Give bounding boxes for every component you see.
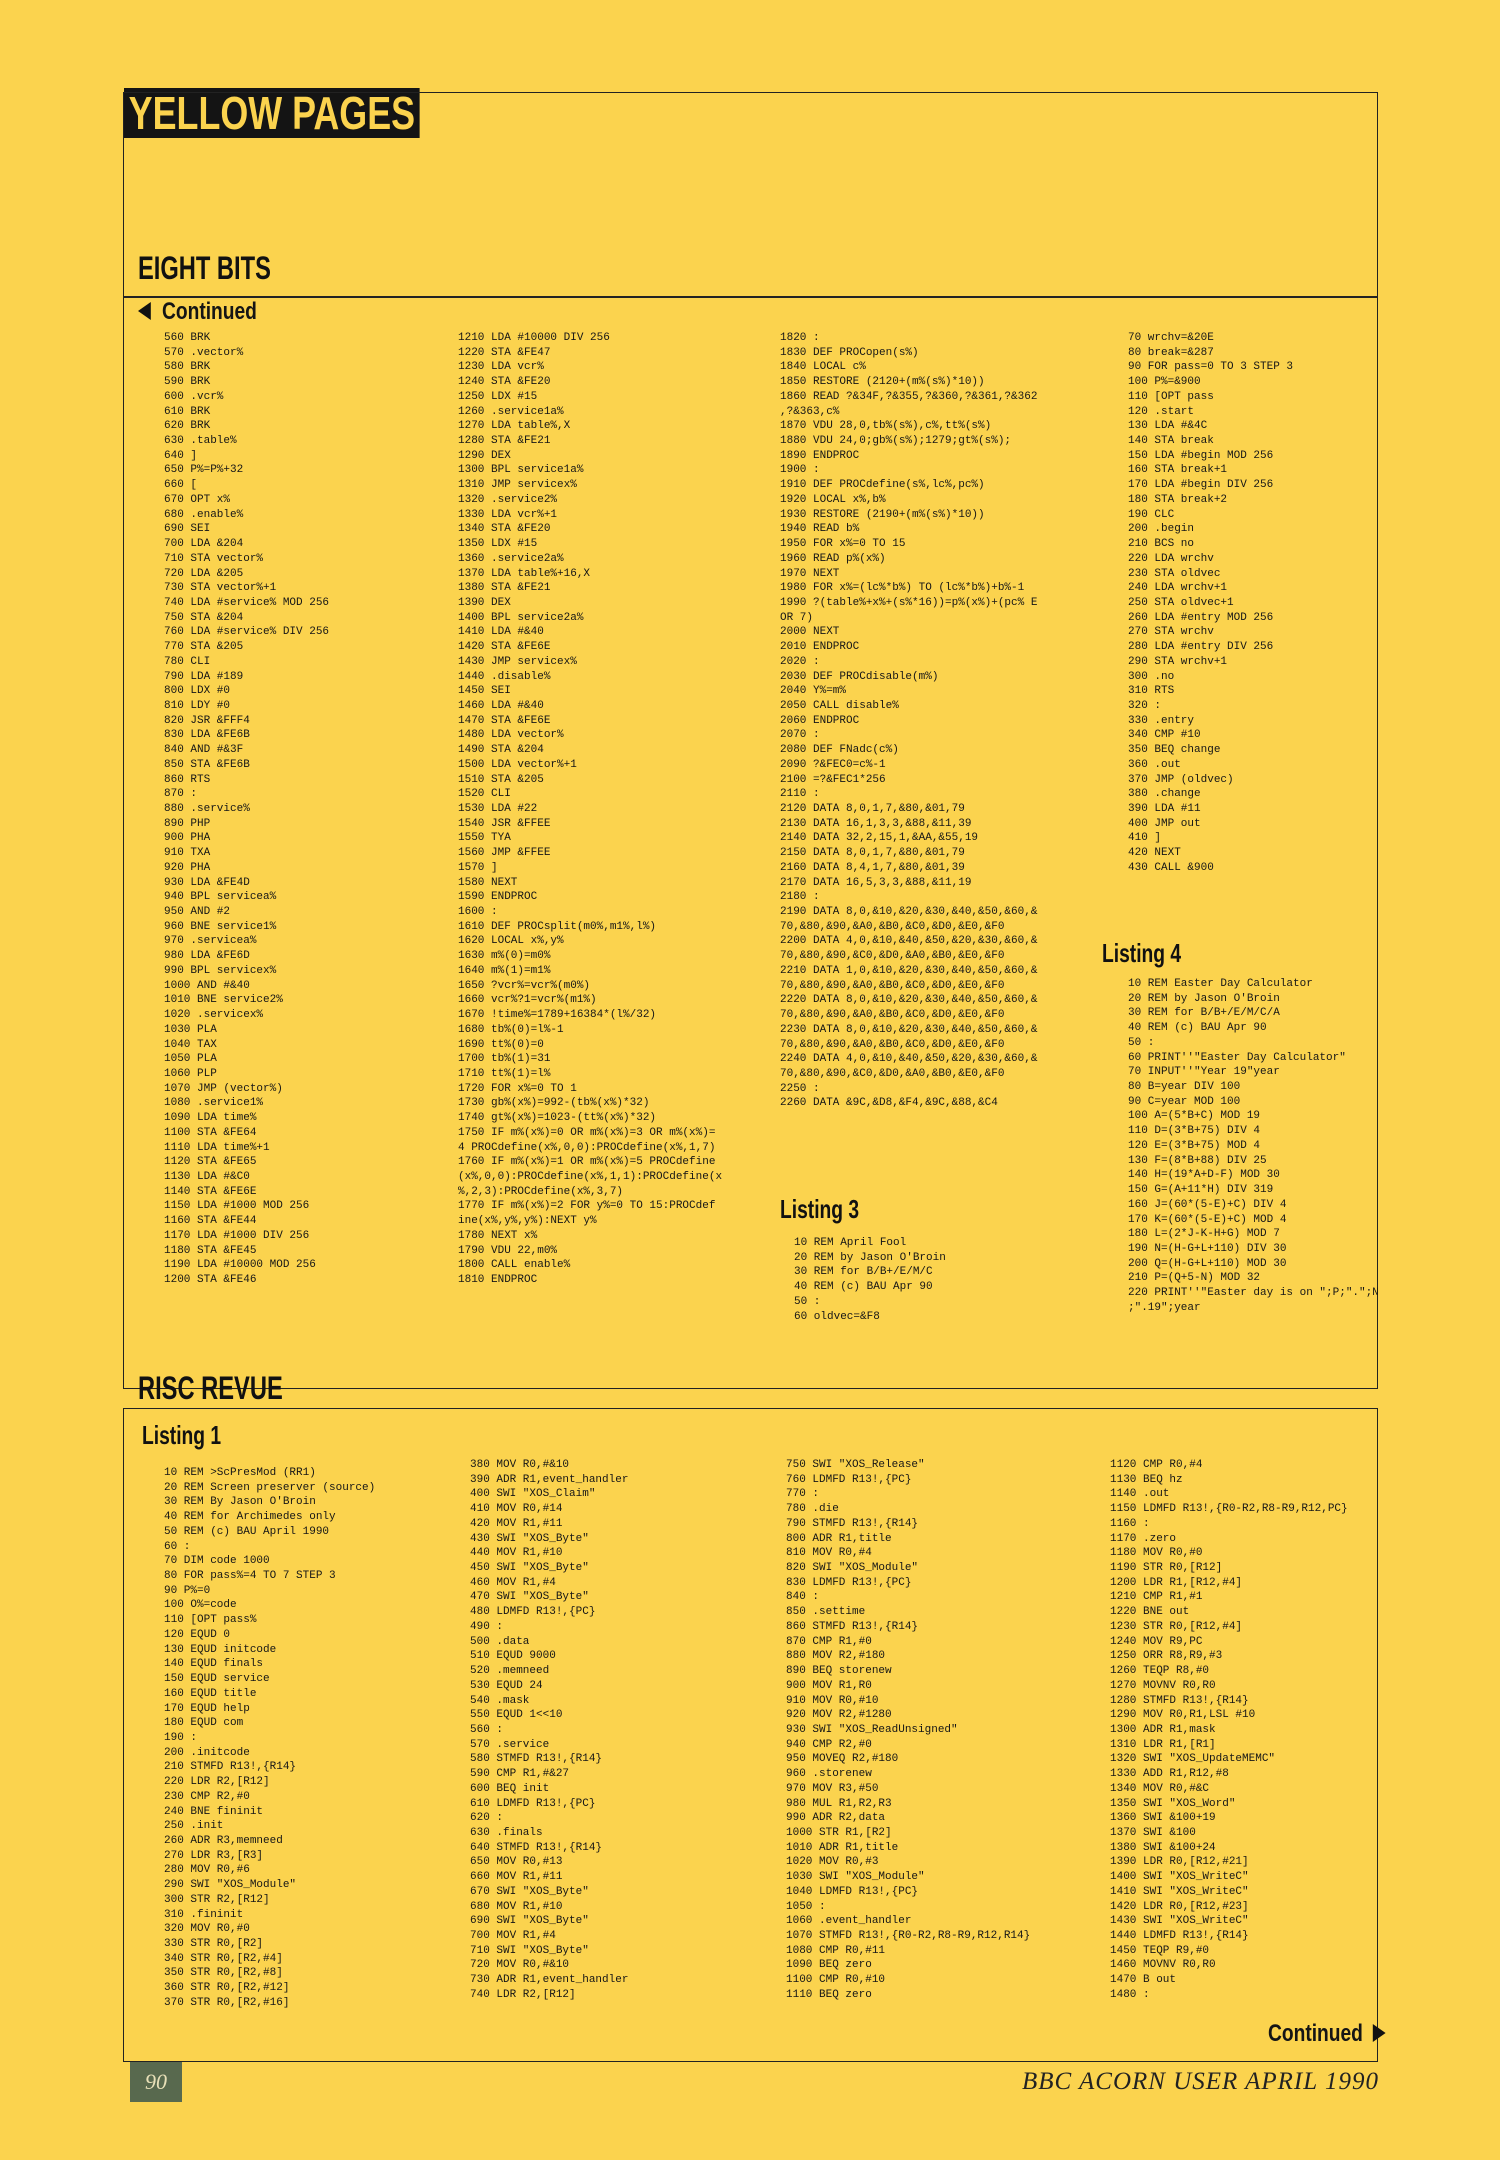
risc-code-column-1: 10 REM >ScPresMod (RR1) 20 REM Screen preserver (source) 30 REM By Jason O'Broin 40 REM for Archimedes only 50 REM (c) BAU April 1990 60 : 70 DIM code 1000 80 FOR pass%=4 TO 7 STEP 3 90 P%=0 100 O%=code 110 [OPT pass% 120 EQUD 0 130 EQUD initcode 140 EQUD finals 150 EQUD service 160 EQUD title 170 EQUD help 180 EQUD com 190 : 200 .initcode 210 STMFD R13!,{R14} 220 LDR R2,[R12] 230 CMP R2,#0 240 BNE fininit 250 .init 260 ADR R3,memneed 270 LDR R3,[R3] 280 MOV R0,#6 290 SWI "XOS_Module" 300 STR R2,[R12] 310 .fininit 320 MOV R0,#0 330 STR R0,[R2] 340 STR R0,[R2,#4] 350 STR R0,[R2,#8] 360 STR R0,[R2,#12] 370 STR R0,[R2,#16] [164, 1467, 376, 2009]
listing-3-code: 10 REM April Fool 20 REM by Jason O'Broin 30 REM for B/B+/E/M/C 40 REM (c) BAU Apr 90 50 : 60 oldvec=&F8 [794, 1237, 946, 1323]
arrow-right-icon [1373, 2024, 1386, 2042]
eight-bits-title: EIGHT BITS [138, 250, 271, 286]
continued-next [1268, 2020, 1385, 2048]
continued-from-previous [138, 298, 257, 326]
risc-code-column-3: 750 SWI "XOS_Release" 760 LDMFD R13!,{PC} 770 : 780 .die 790 STMFD R13!,{R14} 800 ADR R1,title 810 MOV R0,#4 820 SWI "XOS_Module" 830 LDMFD R13!,{PC} 840 : 850 .settime 860 STMFD R13!,{R14} 870 CMP R1,#0 880 MOV R2,#180 890 BEQ storenew 900 MOV R1,R0 910 MOV R0,#10 920 MOV R2,#1280 930 SWI "XOS_ReadUnsigned" 940 CMP R2,#0 950 MOVEQ R2,#180 960 .storenew 970 MOV R3,#50 980 MUL R1,R2,R3 990 ADR R2,data 1000 STR R1,[R2] 1010 ADR R1,title 1020 MOV R0,#3 1030 SWI "XOS_Module" 1040 LDMFD R13!,{PC} 1050 : 1060 .event_handler 1070 STMFD R13!,{R0-R2,R8-R9,R12,R14} 1080 CMP R0,#11 1090 BEQ zero 1100 CMP R0,#10 1110 BEQ zero [786, 1459, 1031, 2001]
risc-revue-title: RISC REVUE [138, 1370, 283, 1406]
listing-4-title: Listing 4 [1102, 938, 1182, 968]
eight-bits-code-column-1: 560 BRK 570 .vector% 580 BRK 590 BRK 600 .vcr% 610 BRK 620 BRK 630 .table% 640 ] 650 P%=P%+32 660 [ 670 OPT x% 680 .enable% 690 SEI 700 LDA &204 710 STA vector% 720 LDA &205 730 STA vector%+1 740 LDA #service% MOD 256 750 STA &204 760 LDA #service% DIV 256 770 STA &205 780 CLI 790 LDA #189 800 LDX #0 810 LDY #0 820 JSR &FFF4 830 LDA &FE6B 840 AND #&3F 850 STA &FE6B 860 RTS 870 : 880 .service% 890 PHP 900 PHA 910 TXA 920 PHA 930 LDA &FE4D 940 BPL servicea% 950 AND #2 960 BNE service1% 970 .servicea% 980 LDA &FE6D 990 BPL servicex% 1000 AND #&40 1010 BNE service2% 1020 .servicex% 1030 PLA 1040 TAX 1050 PLA 1060 PLP 1070 JMP (vector%) 1080 .service1% 1090 LDA time% 1100 STA &FE64 1110 LDA time%+1 1120 STA &FE65 1130 LDA #&C0 1140 STA &FE6E 1150 LDA #1000 MOD 256 1160 STA &FE44 1170 LDA #1000 DIV 256 1180 STA &FE45 1190 LDA #10000 MOD 256 1200 STA &FE46 [164, 332, 330, 1286]
risc-code-column-4: 1120 CMP R0,#4 1130 BEQ hz 1140 .out 1150 LDMFD R13!,{R0-R2,R8-R9,R12,PC} 1160 : 1170 .zero 1180 MOV R0,#0 1190 STR R0,[R12] 1200 LDR R1,[R12,#4] 1210 CMP R1,#1 1220 BNE out 1230 STR R0,[R12,#4] 1240 MOV R9,PC 1250 ORR R8,R9,#3 1260 TEQP R8,#0 1270 MOVNV R0,R0 1280 STMFD R13!,{R14} 1290 MOV R0,R1,LSL #10 1300 ADR R1,mask 1310 LDR R1,[R1] 1320 SWI "XOS_UpdateMEMC" 1330 ADD R1,R12,#8 1340 MOV R0,#&C 1350 SWI "XOS_Word" 1360 SWI &100+19 1370 SWI &100 1380 SWI &100+24 1390 LDR R0,[R12,#21] 1400 SWI "XOS_WriteC" 1410 SWI "XOS_WriteC" 1420 LDR R0,[R12,#23] 1430 SWI "XOS_WriteC" 1440 LDMFD R13!,{R14} 1450 TEQP R9,#0 1460 MOVNV R0,R0 1470 B out 1480 : [1110, 1459, 1348, 2001]
section-banner-yellow-pages: YELLOW PAGES [124, 88, 420, 138]
listing-3-title: Listing 3 [780, 1194, 860, 1224]
listing-4-code: 10 REM Easter Day Calculator 20 REM by Jason O'Broin 30 REM for B/B+/E/M/C/A 40 REM (c) BAU Apr 90 50 : 60 PRINT''"Easter Day Calculator" 70 INPUT''"Year 19"year 80 B=year DIV 100 90 C=year MOD 100 100 A=(5*B+C) MOD 19 110 D=(3*B+75) DIV 4 120 E=(3*B+75) MOD 4 130 F=(8*B+88) DIV 25 140 H=(19*A+D-F) MOD 30 150 G=(A+11*H) DIV 319 160 J=(60*(5-E)+C) DIV 4 170 K=(60*(5-E)+C) MOD 4 180 L=(2*J-K-H+G) MOD 7 190 N=(H-G+L+110) DIV 30 200 Q=(H-G+L+110) MOD 30 210 P=(Q+5-N) MOD 32 220 PRINT''"Easter day is on ";P;".";N ;".19";year [1128, 978, 1379, 1314]
eight-bits-rule [123, 296, 1377, 298]
continued-label: Continued [162, 298, 257, 325]
listing-1-title: Listing 1 [142, 1420, 222, 1450]
eight-bits-code-column-3: 1820 : 1830 DEF PROCopen(s%) 1840 LOCAL c% 1850 RESTORE (2120+(m%(s%)*10)) 1860 READ ?&34F,?&355,?&360,?&361,?&362 ,?&363,c% 1870 VDU 28,0,tb%(s%),c%,tt%(s%) 1880 VDU 24,0;gb%(s%);1279;gt%(s%); 1890 ENDPROC 1900 : 1910 DEF PROCdefine(s%,lc%,pc%) 1920 LOCAL x%,b% 1930 RESTORE (2190+(m%(s%)*10)) 1940 READ b% 1950 FOR x%=0 TO 15 1960 READ p%(x%) 1970 NEXT 1980 FOR x%=(lc%*b%) TO (lc%*b%)+b%-1 1990 ?(table%+x%+(s%*16))=p%(x%)+(pc% E OR 7) 2000 NEXT 2010 ENDPROC 2020 : 2030 DEF PROCdisable(m%) 2040 Y%=m% 2050 CALL disable% 2060 ENDPROC 2070 : 2080 DEF FNadc(c%) 2090 ?&FEC0=c%-1 2100 =?&FEC1*256 2110 : 2120 DATA 8,0,1,7,&80,&01,79 2130 DATA 16,1,3,3,&88,&11,39 2140 DATA 32,2,15,1,&AA,&55,19 2150 DATA 8,0,1,7,&80,&01,79 2160 DATA 8,4,1,7,&80,&01,39 2170 DATA 16,5,3,3,&88,&11,19 2180 : 2190 DATA 8,0,&10,&20,&30,&40,&50,&60,& 70,&80,&90,&A0,&B0,&C0,&D0,&E0,&F0 2200 DATA 4,0,&10,&40,&50,&20,&30,&60,& 70,&80,&90,&C0,&D0,&A0,&B0,&E0,&F0 2210 DATA 1,0,&10,&20,&30,&40,&50,&60,& 70,&80,&90,&A0,&B0,&C0,&D0,&E0,&F0 2220 DATA 8,0,&10,&20,&30,&40,&50,&60,& 70,&80,&90,&A0,&B0,&C0,&D0,&E0,&F0 2230 DATA 8,0,&10,&20,&30,&40,&50,&60,& 70,&80,&90,&A0,&B0,&C0,&D0,&E0,&F0 2240 DATA 4,0,&10,&40,&50,&20,&30,&60,& 70,&80,&90,&C0,&D0,&A0,&B0,&E0,&F0 2250 : 2260 DATA &9C,&D8,&F4,&9C,&88,&C4 [780, 332, 1038, 1110]
continued-next-label: Continued [1268, 2020, 1363, 2047]
eight-bits-code-column-2: 1210 LDA #10000 DIV 256 1220 STA &FE47 1230 LDA vcr% 1240 STA &FE20 1250 LDX #15 1260 .service1a% 1270 LDA table%,X 1280 STA &FE21 1290 DEX 1300 BPL service1a% 1310 JMP servicex% 1320 .service2% 1330 LDA vcr%+1 1340 STA &FE20 1350 LDX #15 1360 .service2a% 1370 LDA table%+16,X 1380 STA &FE21 1390 DEX 1400 BPL service2a% 1410 LDA #&40 1420 STA &FE6E 1430 JMP servicex% 1440 .disable% 1450 SEI 1460 LDA #&40 1470 STA &FE6E 1480 LDA vector% 1490 STA &204 1500 LDA vector%+1 1510 STA &205 1520 CLI 1530 LDA #22 1540 JSR &FFEE 1550 TYA 1560 JMP &FFEE 1570 ] 1580 NEXT 1590 ENDPROC 1600 : 1610 DEF PROCsplit(m0%,m1%,l%) 1620 LOCAL x%,y% 1630 m%(0)=m0% 1640 m%(1)=m1% 1650 ?vcr%=vcr%(m0%) 1660 vcr%?1=vcr%(m1%) 1670 !time%=1789+16384*(l%/32) 1680 tb%(0)=l%-1 1690 tt%(0)=0 1700 tb%(1)=31 1710 tt%(1)=l% 1720 FOR x%=0 TO 1 1730 gb%(x%)=992-(tb%(x%)*32) 1740 gt%(x%)=1023-(tt%(x%)*32) 1750 IF m%(x%)=0 OR m%(x%)=3 OR m%(x%)= 4 PROCdefine(x%,0,0):PROCdefine(x%,1,7) 1760 IF m%(x%)=1 OR m%(x%)=5 PROCdefine (x%,0,0):PROCdefine(x%,1,1):PROCdefine(x %,2,3):PROCdefine(x%,3,7) 1770 IF m%(x%)=2 FOR y%=0 TO 15:PROCdef ine(x%,y%,y%):NEXT y% 1780 NEXT x% 1790 VDU 22,m0% 1800 CALL enable% 1810 ENDPROC [458, 332, 723, 1286]
magazine-footer: BBC ACORN USER APRIL 1990 [1022, 2068, 1379, 2095]
arrow-left-icon [138, 302, 151, 320]
page-number: 90 [130, 2062, 182, 2102]
risc-code-column-2: 380 MOV R0,#&10 390 ADR R1,event_handler 400 SWI "XOS_Claim" 410 MOV R0,#14 420 MOV R1,#11 430 SWI "XOS_Byte" 440 MOV R1,#10 450 SWI "XOS_Byte" 460 MOV R1,#4 470 SWI "XOS_Byte" 480 LDMFD R13!,{PC} 490 : 500 .data 510 EQUD 9000 520 .memneed 530 EQUD 24 540 .mask 550 EQUD 1<<10 560 : 570 .service 580 STMFD R13!,{R14} 590 CMP R1,#&27 600 BEQ init 610 LDMFD R13!,{PC} 620 : 630 .finals 640 STMFD R13!,{R14} 650 MOV R0,#13 660 MOV R1,#11 670 SWI "XOS_Byte" 680 MOV R1,#10 690 SWI "XOS_Byte" 700 MOV R1,#4 710 SWI "XOS_Byte" 720 MOV R0,#&10 730 ADR R1,event_handler 740 LDR R2,[R12] [470, 1459, 629, 2001]
eight-bits-code-column-4: 70 wrchv=&20E 80 break=&287 90 FOR pass=0 TO 3 STEP 3 100 P%=&900 110 [OPT pass 120 .start 130 LDA #&4C 140 STA break 150 LDA #begin MOD 256 160 STA break+1 170 LDA #begin DIV 256 180 STA break+2 190 CLC 200 .begin 210 BCS no 220 LDA wrchv 230 STA oldvec 240 LDA wrchv+1 250 STA oldvec+1 260 LDA #entry MOD 256 270 STA wrchv 280 LDA #entry DIV 256 290 STA wrchv+1 300 .no 310 RTS 320 : 330 .entry 340 CMP #10 350 BEQ change 360 .out 370 JMP (oldvec) 380 .change 390 LDA #11 400 JMP out 410 ] 420 NEXT 430 CALL &900 [1128, 332, 1294, 874]
